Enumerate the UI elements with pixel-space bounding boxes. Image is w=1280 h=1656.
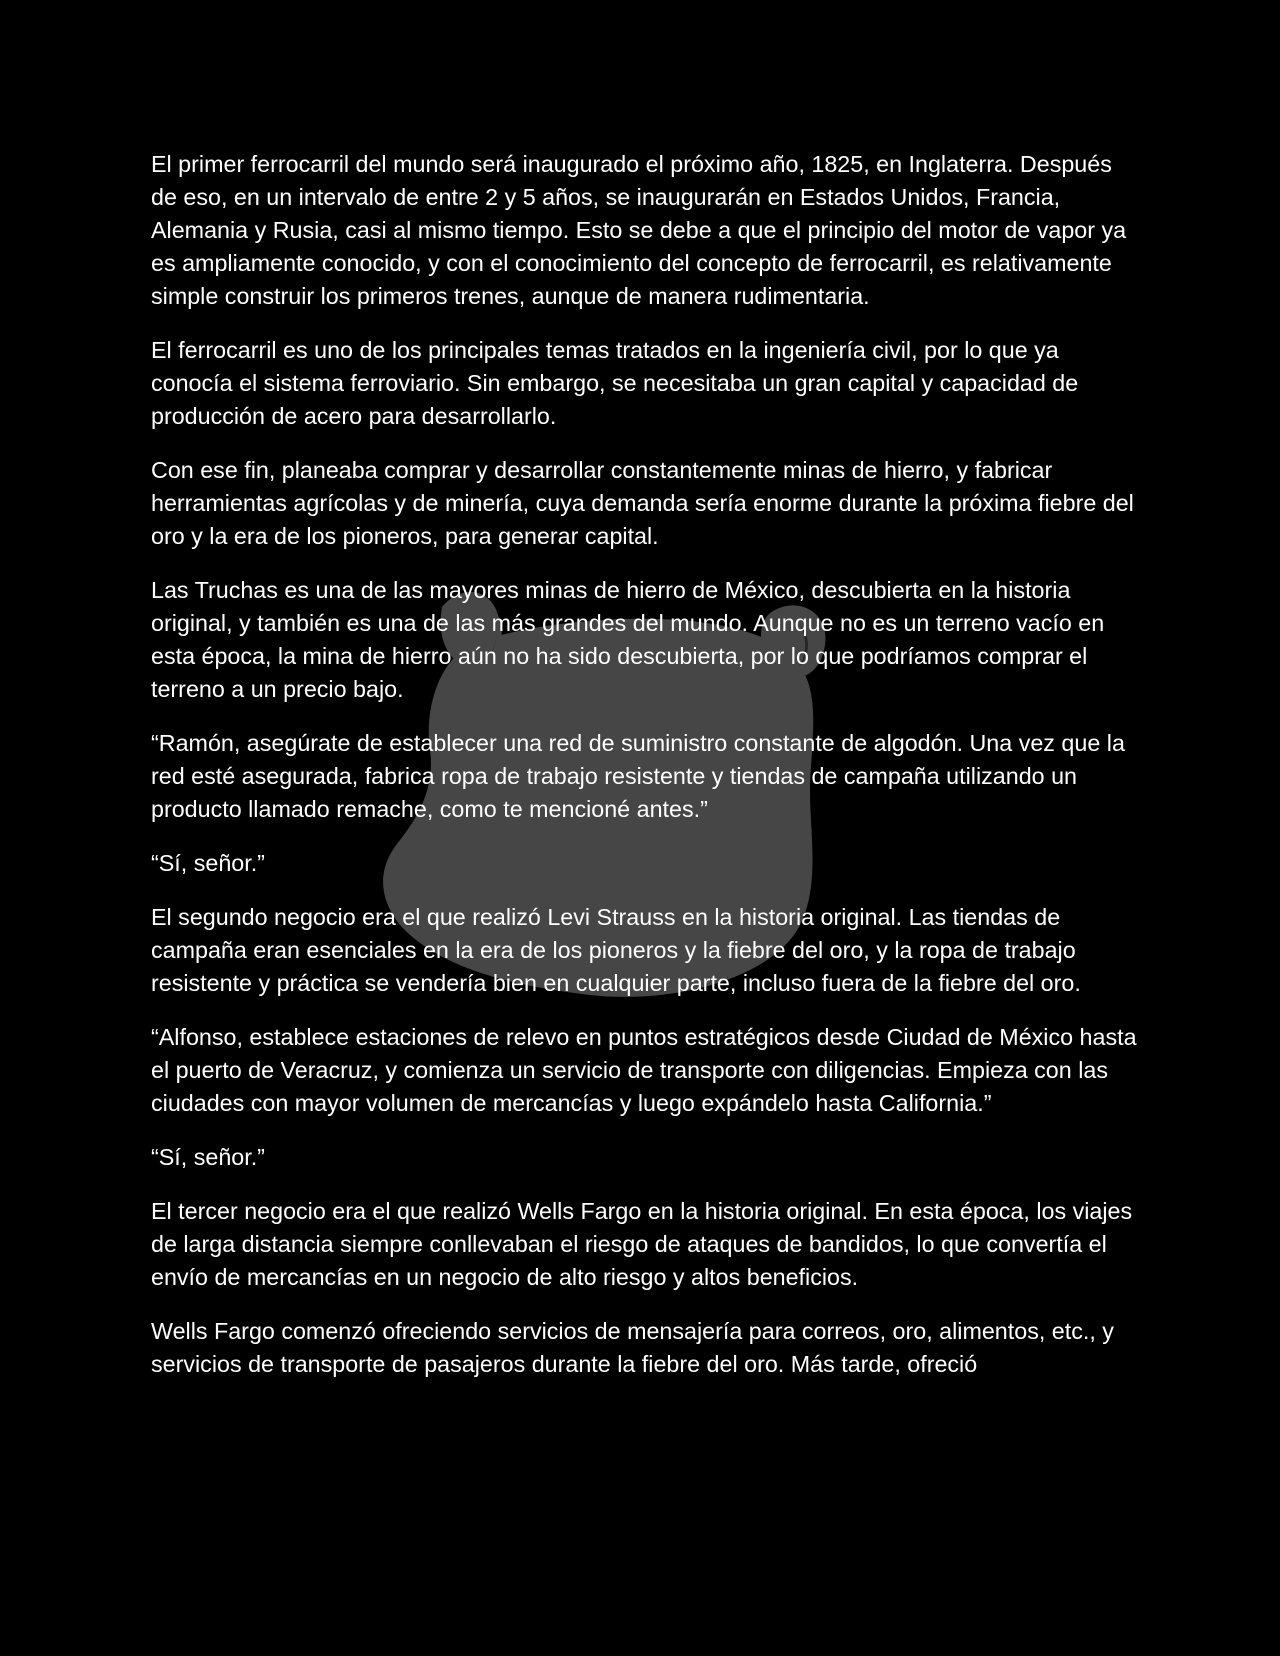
paragraph: “Sí, señor.” — [151, 850, 265, 876]
paragraph: “Alfonso, establece estaciones de relevo en puntos estratégicos desde Ciudad de México hasta el puerto de Veracruz, y comienza un servicio de transporte con diligencias. Empieza con las ciudades con mayor volumen de mercancías y luego expándelo hasta California.” — [151, 1024, 1137, 1116]
paragraph: El ferrocarril es uno de los principales temas tratados en la ingeniería civil, por lo que ya conocía el sistema ferroviario. Sin embargo, se necesitaba un gran capital y capacidad de producción de acero para desarrollarlo. — [151, 337, 1079, 429]
paragraph: “Ramón, asegúrate de establecer una red de suministro constante de algodón. Una vez que la red esté asegurada, fabrica ropa de trabajo resistente y tiendas de campaña utilizando un producto llamado remache, como te mencioné antes.” — [151, 730, 1125, 822]
paragraph: Las Truchas es una de las mayores minas de hierro de México, descubierta en la historia original, y también es una de las más grandes del mundo. Aunque no es un terreno vacío en esta época, la mina de hierro aún no ha sido descubierta, por lo que podríamos comprar el terreno a un precio bajo. — [151, 577, 1105, 702]
paragraph: El segundo negocio era el que realizó Levi Strauss en la historia original. Las tiendas de campaña eran esenciales en la era de los pioneros y la fiebre del oro, y la ropa de trabajo resistente y práctica se vendería bien en cualquier parte, incluso fuera de la fiebre del oro. — [151, 904, 1081, 996]
paragraph: El primer ferrocarril del mundo será inaugurado el próximo año, 1825, en Inglaterra. Después de eso, en un intervalo de entre 2 y 5 años, se inaugurarán en Estados Unidos, Francia, Alemania y Rusia, casi al mismo tiempo. Esto se debe a que el principio del motor de vapor ya es ampliamente conocido, y con el conocimiento del concepto de ferrocarril, es relativamente simple construir los primeros trenes, aunque de manera rudimentaria. — [151, 151, 1127, 309]
paragraph: “Sí, señor.” — [151, 1144, 265, 1170]
document-body — [151, 148, 1141, 1402]
paragraph: Con ese fin, planeaba comprar y desarrollar constantemente minas de hierro, y fabricar herramientas agrícolas y de minería, cuya demanda sería enorme durante la próxima fiebre del oro y la era de los pioneros, para generar capital. — [151, 457, 1134, 549]
paragraph: El tercer negocio era el que realizó Wells Fargo en la historia original. En esta época, los viajes de larga distancia siempre conllevaban el riesgo de ataques de bandidos, lo que convertía el envío de mercancías en un negocio de alto riesgo y altos beneficios. — [151, 1198, 1133, 1290]
paragraph: Wells Fargo comenzó ofreciendo servicios de mensajería para correos, oro, alimentos, etc., y servicios de transporte de pasajeros durante la fiebre del oro. Más tarde, ofreció — [151, 1318, 1114, 1377]
